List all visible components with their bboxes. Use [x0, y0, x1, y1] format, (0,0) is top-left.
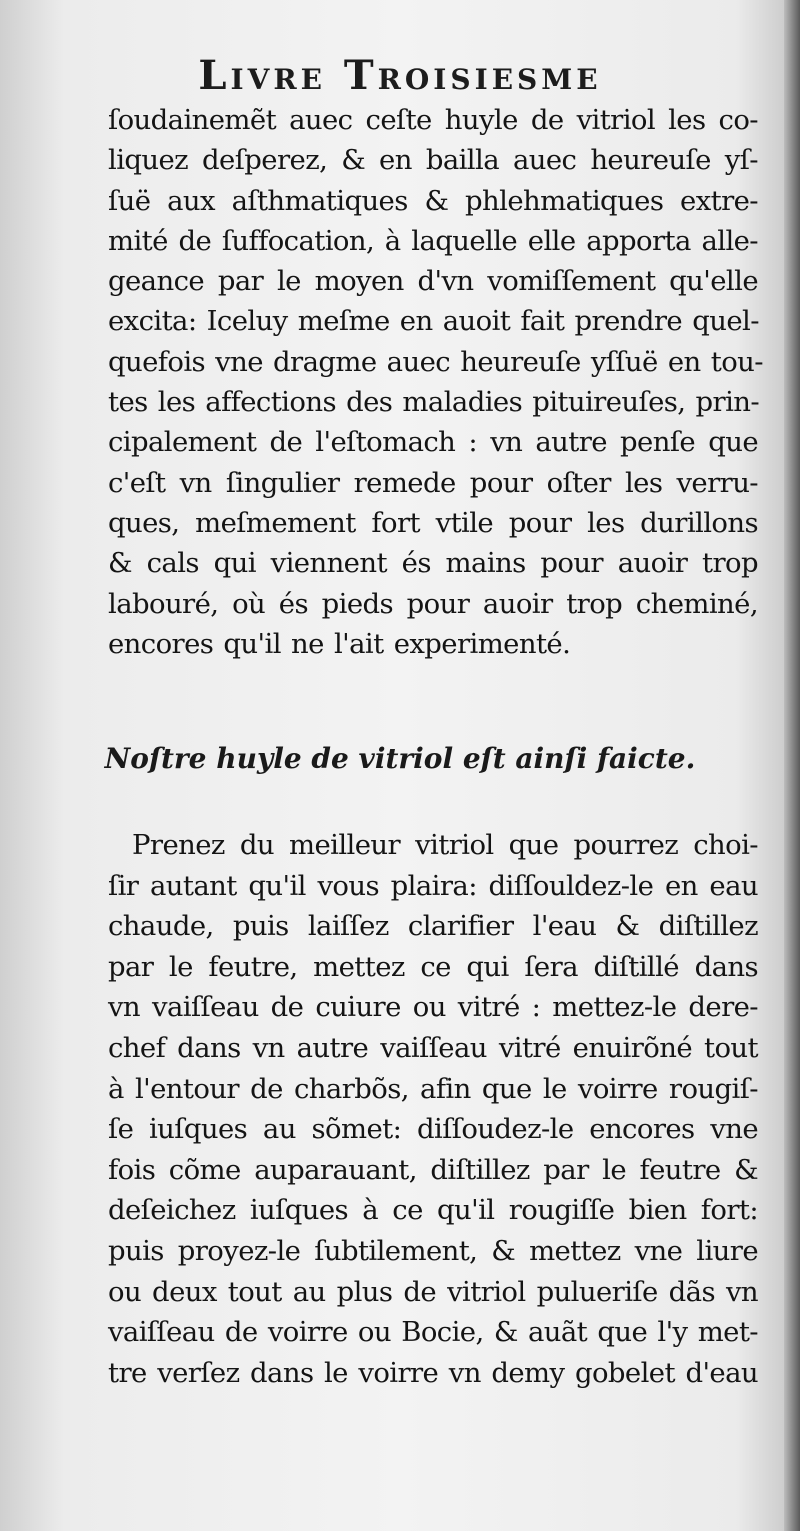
text-line: ſir autant qu'il vous plaira: diſſouldez-le en eau — [108, 869, 758, 902]
text-line: deſeichez iuſques à ce qu'il rougiſſe bien fort: — [108, 1194, 758, 1227]
text-line: liquez deſperez, & en bailla auec heureuſe yſ- — [108, 144, 758, 177]
text-line: mité de ſuffocation, à laquelle elle apporta alle- — [108, 224, 758, 257]
section-heading: Noſtre huyle de vitriol eſt ainſi faicte. — [104, 742, 696, 775]
text-line: excita: Iceluy meſme en auoit fait prendre quel- — [108, 305, 759, 338]
text-line: vaiſſeau de voirre ou Bocie, & auãt que l'y met- — [108, 1316, 758, 1349]
text-line: tre verſez dans le voirre vn demy gobelet d'eau — [108, 1356, 758, 1389]
text-line: & cals qui viennent és mains pour auoir trop — [108, 547, 758, 580]
text-line: ſuë aux aſthmatiques & phlehmatiques extre- — [108, 184, 758, 217]
text-line: c'eſt vn ſingulier remede pour oſter les verru- — [108, 466, 758, 499]
text-line: puis proyez-le ſubtilement, & mettez vne liure — [108, 1234, 758, 1267]
text-line: Prenez du meilleur vitriol que pourrez choi- — [132, 829, 758, 861]
text-line: ou deux tout au plus de vitriol pulueriſe dãs vn — [108, 1275, 758, 1308]
text-line: encores qu'il ne l'ait experimenté. — [108, 627, 571, 660]
text-line: tes les affections des maladies pituireuſes, prin- — [108, 386, 760, 419]
text-line: chaude, puis laiſſez clarifier l'eau & diſtillez — [108, 910, 758, 943]
text-line: vn vaiſſeau de cuiure ou vitré : mettez-le dere- — [108, 991, 758, 1024]
text-line: ſoudainemẽt auec ceſte huyle de vitriol les co- — [108, 104, 758, 136]
text-line: chef dans vn autre vaiſſeau vitré enuirõné tout — [108, 1031, 758, 1064]
paragraph-2 — [108, 825, 758, 1393]
text-line: geance par le moyen d'vn vomiſſement qu'elle — [108, 265, 758, 298]
paragraph-1 — [108, 100, 763, 664]
text-line: quefois vne dragme auec heureuſe yſſuë en tou- — [108, 345, 763, 378]
text-line: ques, meſmement fort vtile pour les durillons — [108, 506, 758, 539]
running-header: Livre Troisiesme — [198, 52, 602, 99]
text-line: par le feutre, mettez ce qui ſera diſtillé dans — [108, 950, 758, 983]
text-line: fois cõme auparauant, diſtillez par le feutre & — [108, 1153, 758, 1186]
text-line: ſe iuſques au sõmet: diſſoudez-le encores vne — [108, 1113, 758, 1146]
text-line: à l'entour de charbõs, afin que le voirre rougiſ- — [108, 1072, 758, 1105]
text-line: cipalement de l'eſtomach : vn autre penſe que — [108, 426, 758, 459]
text-line: labouré, où és pieds pour auoir trop cheminé, — [108, 587, 758, 620]
